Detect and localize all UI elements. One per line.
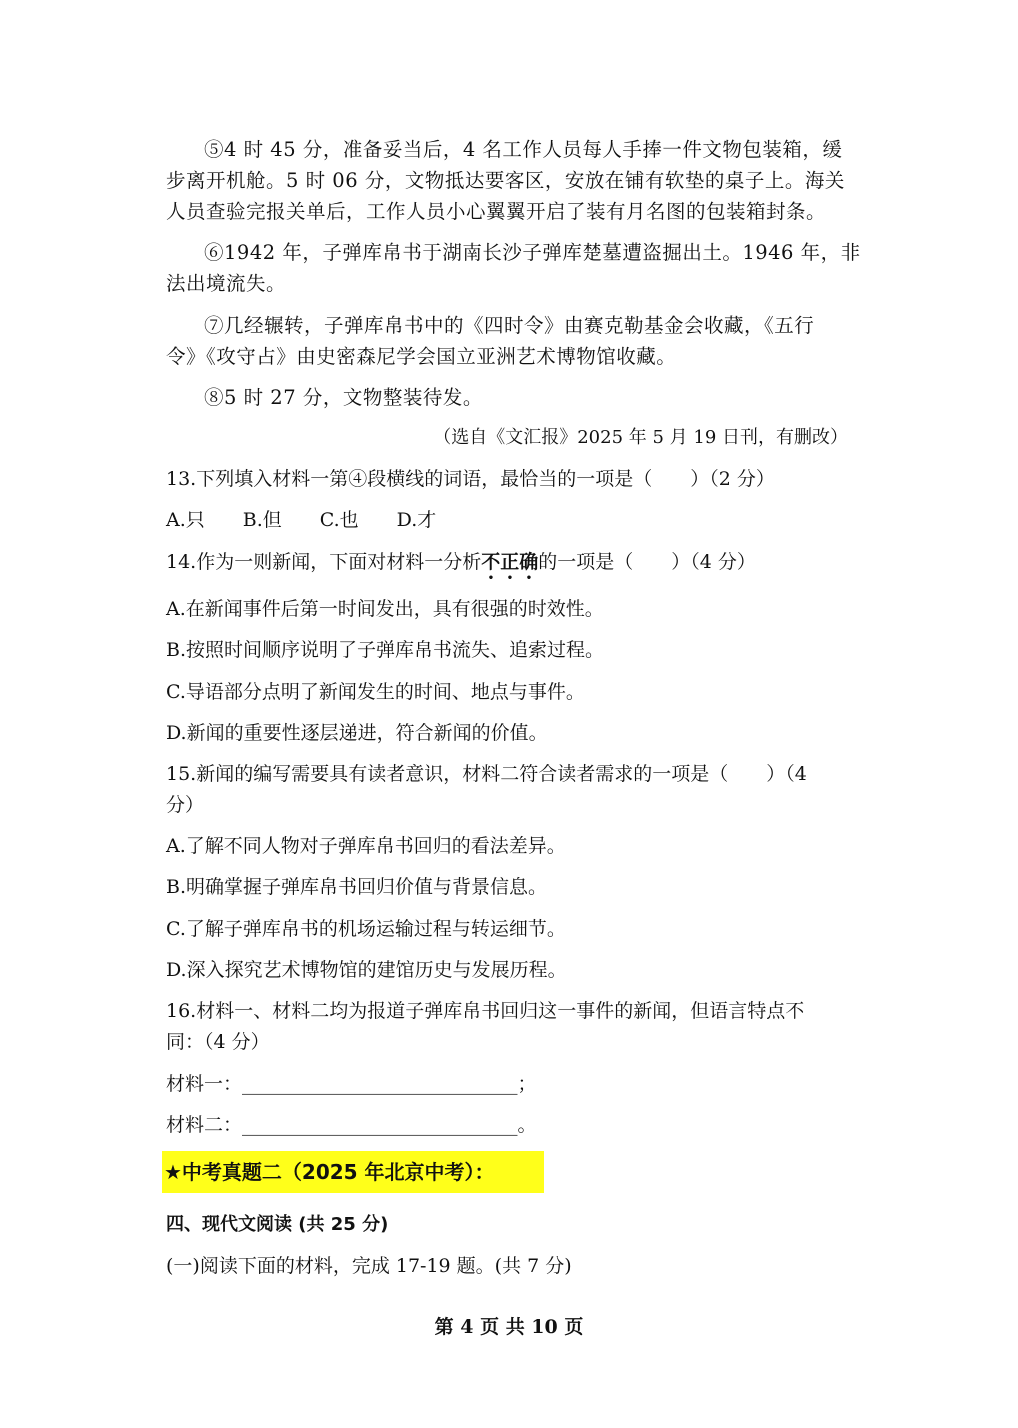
q14-option-d: D.新闻的重要性逐层递进，符合新闻的价值。	[166, 722, 548, 744]
source-citation: （选自《文汇报》2025 年 5 月 19 日刊，有删改）	[433, 427, 848, 448]
q14-stem	[166, 549, 756, 584]
section-instruction: (一)阅读下面的材料，完成 17-19 题。(共 7 分)	[166, 1255, 572, 1277]
q13-stem: 13.下列填入材料一第④段横线的词语，最恰当的一项是（ ）（2 分）	[166, 468, 775, 490]
para5-line1: ⑤4 时 45 分，准备妥当后，4 名工作人员每人手捧一件文物包装箱，缓	[204, 138, 843, 161]
q14-emphasis: 不正确	[481, 551, 539, 573]
q14-option-b: B.按照时间顺序说明了子弹库帛书流失、追索过程。	[166, 639, 605, 661]
para8-line: ⑧5 时 27 分，文物整装待发。	[204, 386, 483, 409]
para5-line3: 人员查验完报关单后，工作人员小心翼翼开启了装有月名图的包装箱封条。	[166, 200, 827, 223]
q14-option-a: A.在新闻事件后第一时间发出，具有很强的时效性。	[166, 598, 604, 620]
q14-option-c: C.导语部分点明了新闻发生的时间、地点与事件。	[166, 681, 585, 703]
para7-line1: ⑦几经辗转，子弹库帛书中的《四时令》由赛克勒基金会收藏，《五行	[204, 314, 815, 337]
q15-stem-line2: 分）	[166, 794, 205, 816]
q14-stem-after: 的一项是（ ）（4 分）	[538, 551, 756, 573]
q15-option-b: B.明确掌握子弹库帛书回归价值与背景信息。	[166, 876, 548, 898]
highlight-heading: ★中考真题二（2025 年北京中考）：	[164, 1160, 495, 1184]
para6-line2: 法出境流失。	[166, 272, 287, 295]
q16-stem-line1: 16.材料一、材料二均为报道子弹库帛书回归这一事件的新闻，但语言特点不	[166, 1000, 805, 1022]
para7-line2: 令》《攻守占》由史密森尼学会国立亚洲艺术博物馆收藏。	[166, 345, 677, 368]
q15-option-a: A.了解不同人物对子弹库帛书回归的看法差异。	[166, 835, 566, 857]
para6-line1: ⑥1942 年，子弹库帛书于湖南长沙子弹库楚墓遭盗掘出土。1946 年，非	[204, 241, 861, 264]
q16-answer-1: 材料一：_____________________________；	[166, 1073, 537, 1095]
q16-answer-2: 材料二：_____________________________。	[166, 1114, 537, 1136]
q15-stem-line1: 15.新闻的编写需要具有读者意识，材料二符合读者需求的一项是（ ）（4	[166, 763, 807, 785]
q14-stem-before: 14.作为一则新闻，下面对材料一分析	[166, 551, 482, 573]
q15-option-c: C.了解子弹库帛书的机场运输过程与转运细节。	[166, 918, 566, 940]
page-number: 第 4 页 共 10 页	[434, 1316, 584, 1338]
section-title: 四、现代文阅读 (共 25 分)	[166, 1214, 389, 1235]
q15-option-d: D.深入探究艺术博物馆的建馆历史与发展历程。	[166, 959, 567, 981]
q16-stem-line2: 同：（4 分）	[166, 1031, 270, 1053]
q13-options: A.只 B.但 C.也 D.才	[166, 509, 437, 531]
para5-line2: 步离开机舱。5 时 06 分，文物抵达要客区，安放在铺有软垫的桌子上。海关	[166, 169, 845, 192]
